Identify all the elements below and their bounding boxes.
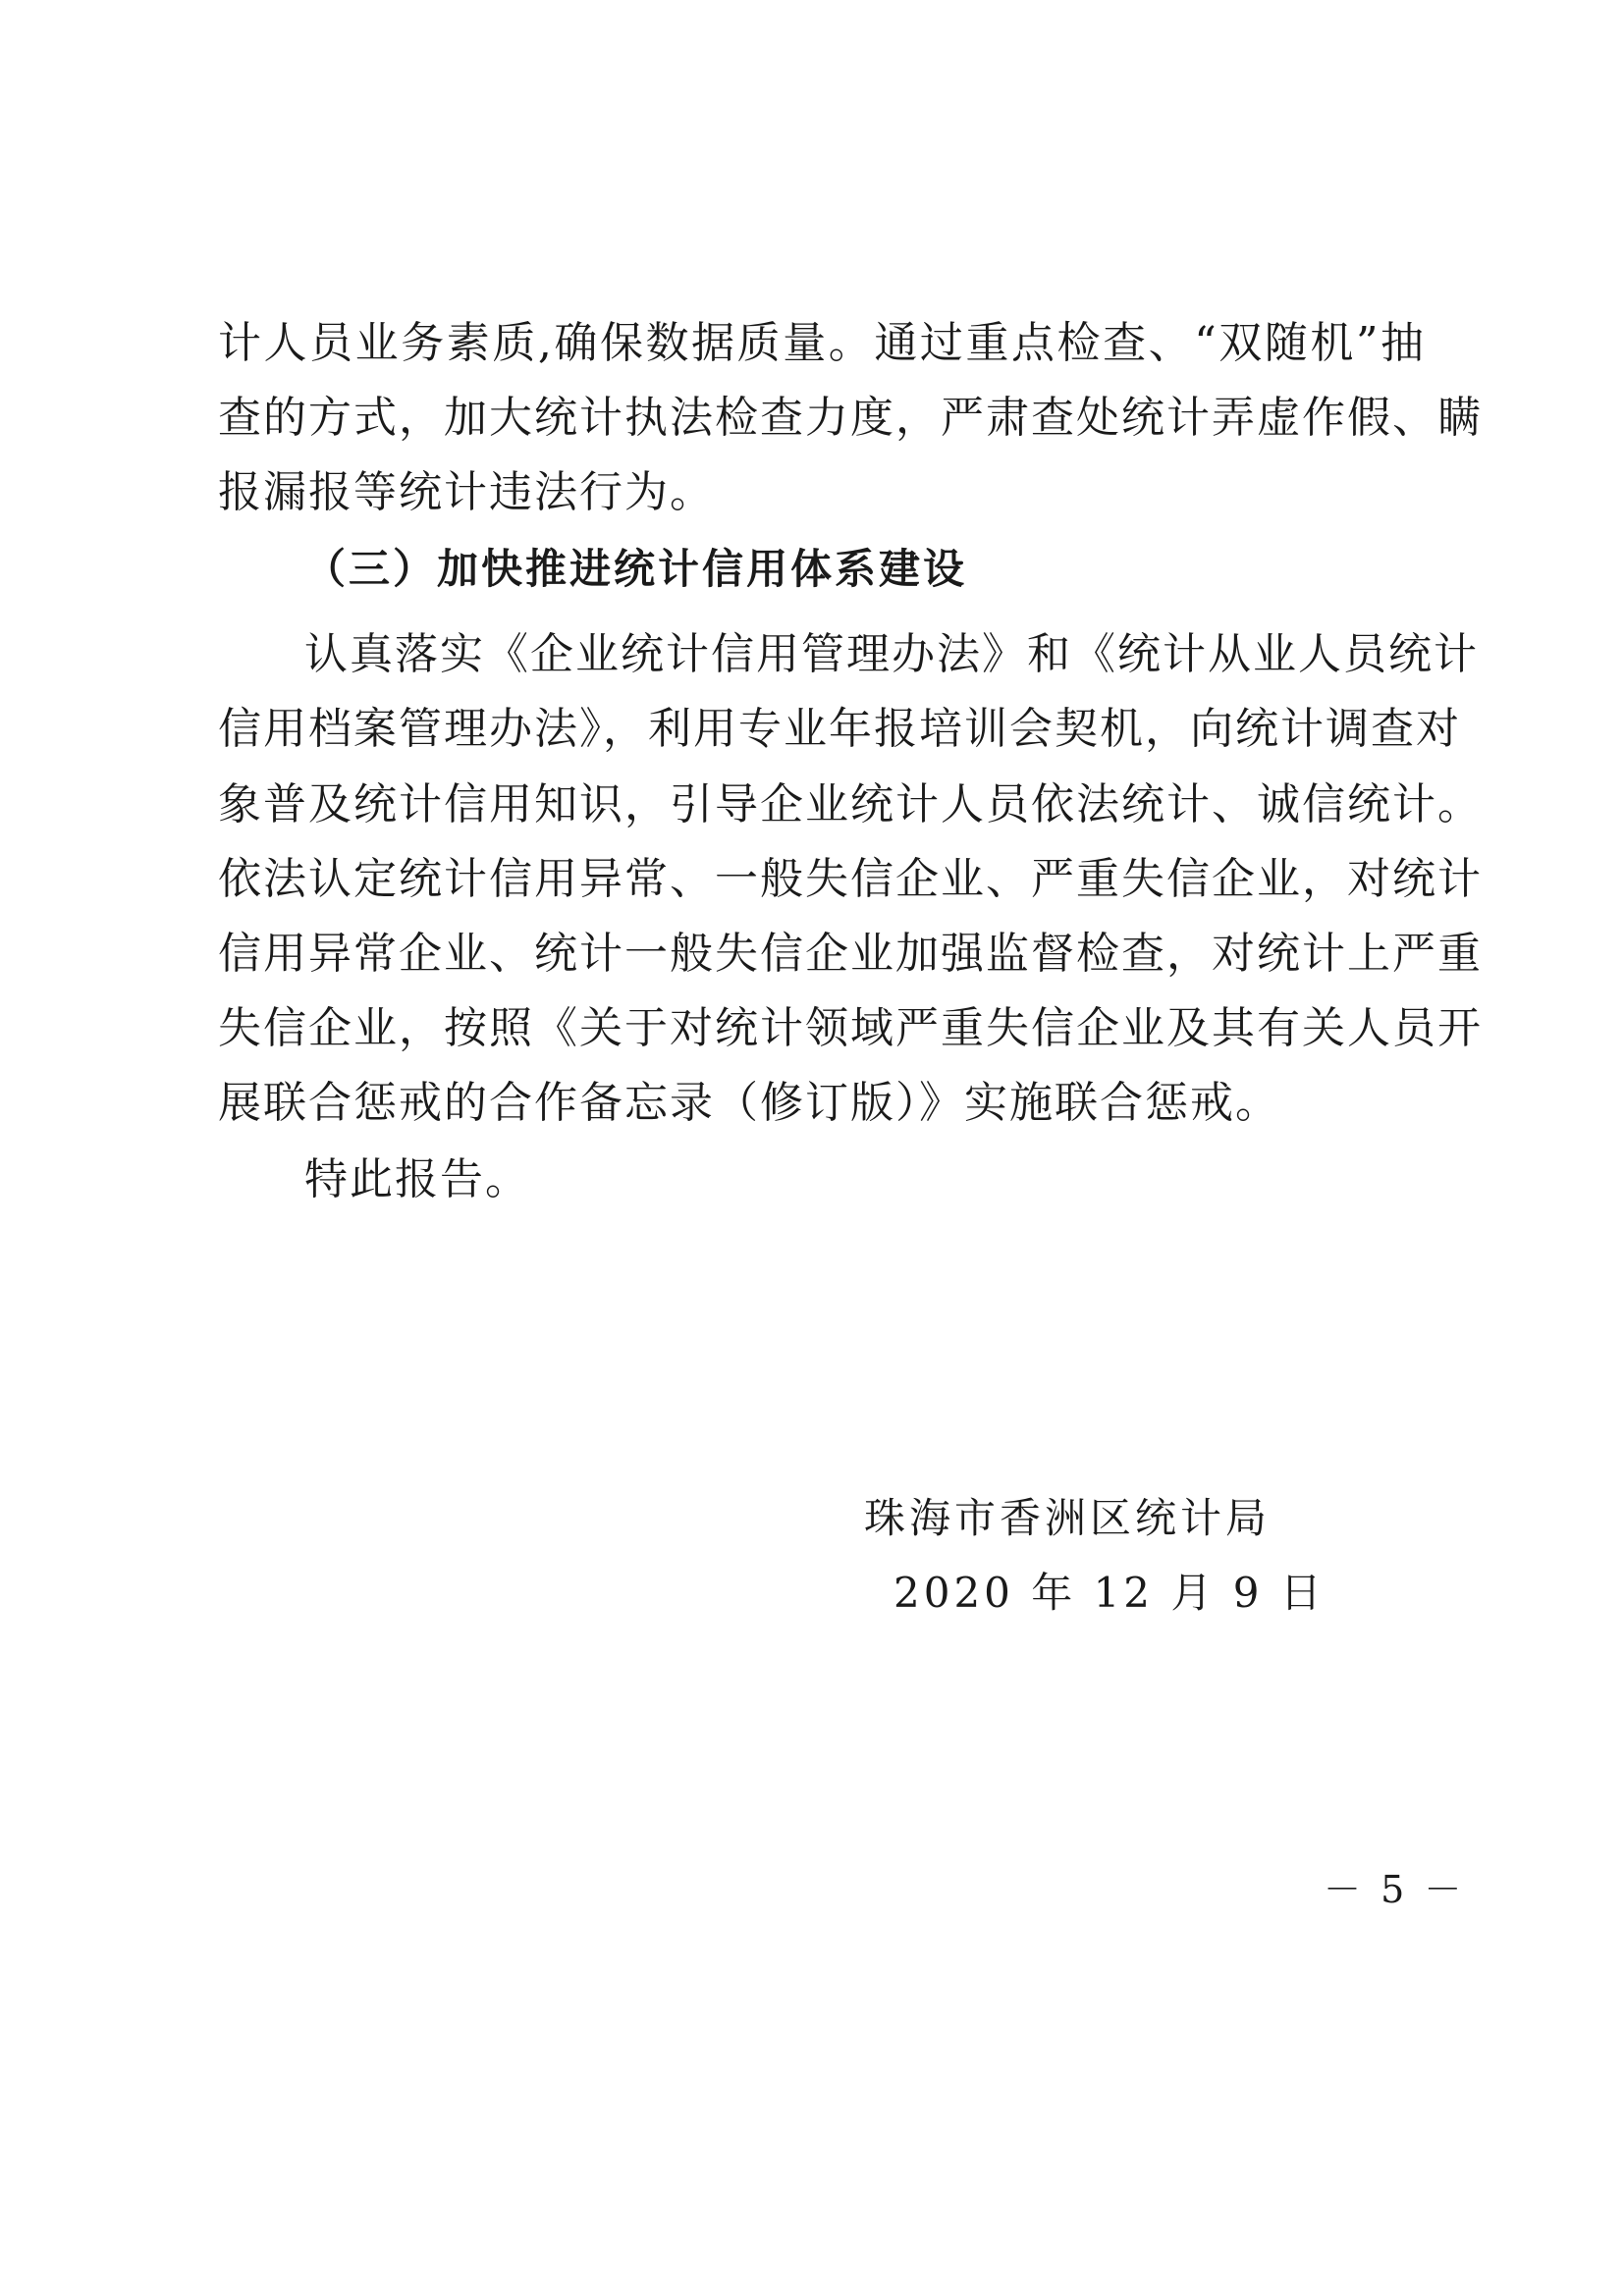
body-line: 认真落实《企业统计信用管理办法》和《统计从业人员统计 bbox=[304, 629, 1479, 679]
signature-date: 2020 年 12 月 9 日 bbox=[893, 1569, 1326, 1617]
section-heading: （三）加快推进统计信用体系建设 bbox=[304, 545, 968, 593]
body-line: 象普及统计信用知识，引导企业统计人员依法统计、诚信统计。 bbox=[218, 779, 1483, 829]
body-line: 查的方式，加大统计执法检查力度，严肃查处统计弄虚作假、瞒 bbox=[218, 393, 1483, 443]
body-line: 依法认定统计信用异常、一般失信企业、严重失信企业，对统计 bbox=[218, 854, 1483, 904]
page-number: － 5 － bbox=[1324, 1868, 1466, 1911]
body-line: 信用异常企业、统计一般失信企业加强监督检查，对统计上严重 bbox=[218, 929, 1483, 979]
body-line: 报漏报等统计违法行为。 bbox=[218, 467, 715, 517]
body-line: 信用档案管理办法》，利用专业年报培训会契机，向统计调查对 bbox=[218, 704, 1461, 754]
closing-text: 特此报告。 bbox=[304, 1154, 530, 1204]
body-line: 失信企业，按照《关于对统计领域严重失信企业及其有关人员开 bbox=[218, 1003, 1483, 1053]
body-line: 展联合惩戒的合作备忘录（修订版）》实施联合惩戒。 bbox=[218, 1078, 1280, 1128]
body-line: 计人员业务素质,确保数据质量。通过重点检查、“双随机”抽 bbox=[218, 318, 1426, 368]
signature-organization: 珠海市香洲区统计局 bbox=[864, 1494, 1272, 1542]
